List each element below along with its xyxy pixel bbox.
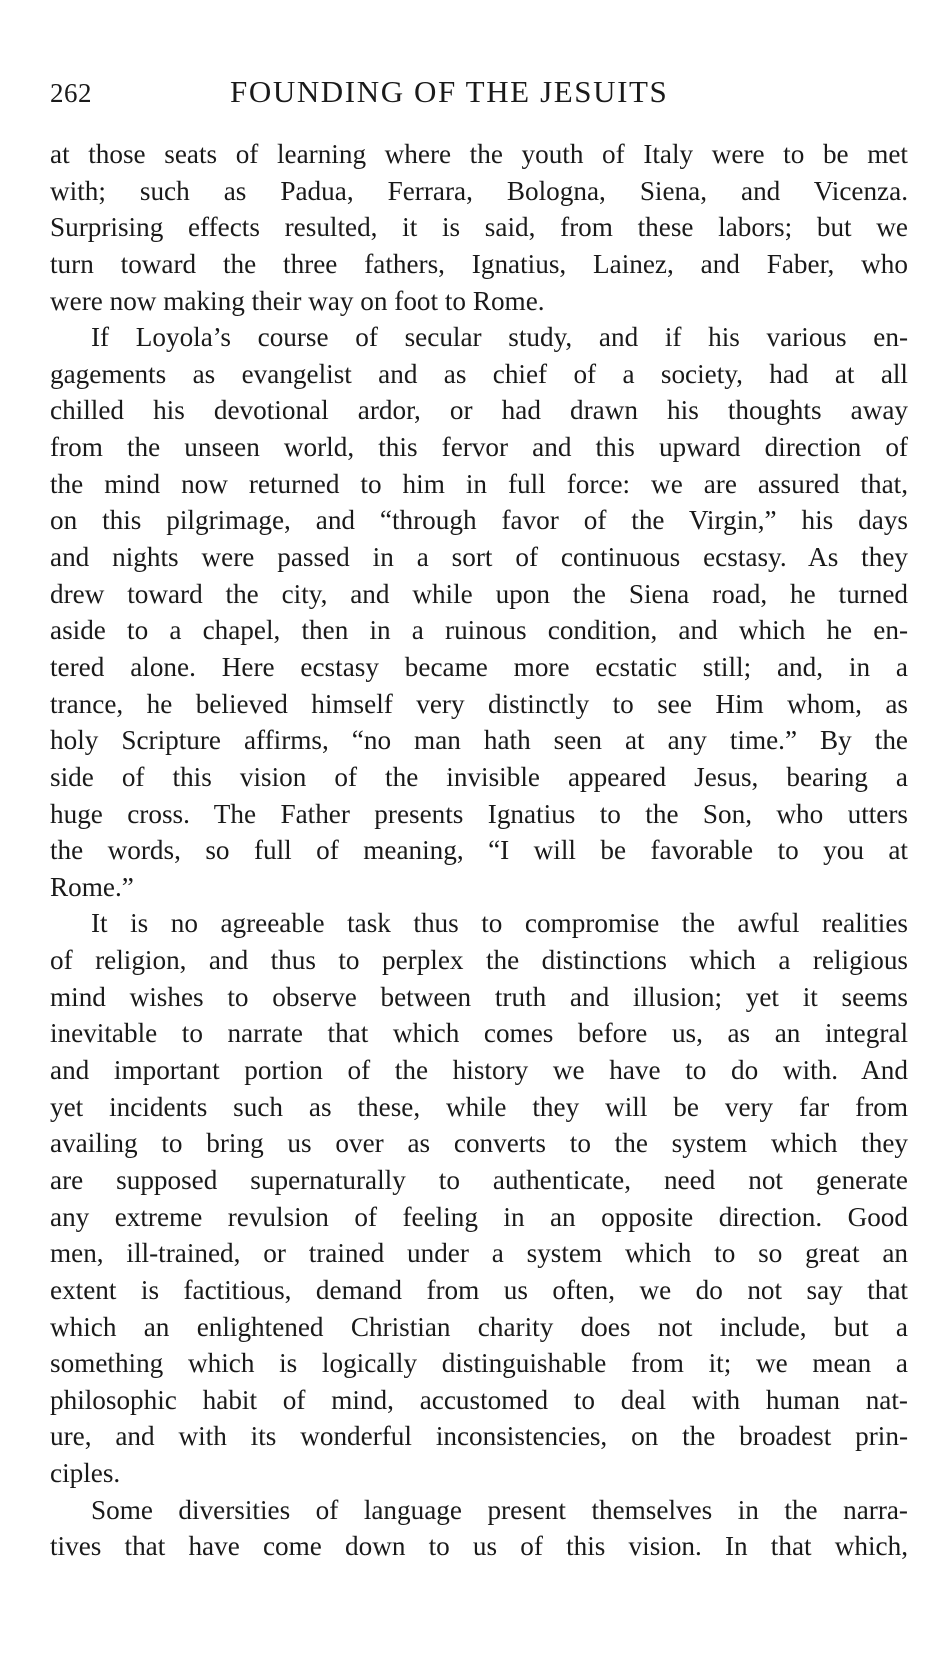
text-line: It is no agreeable task thus to compromise the awful realities	[91, 908, 908, 939]
text-line: at those seats of learning where the youth of Italy were to be met	[50, 139, 908, 169]
text-line: inevitable to narrate that which comes before us, as an integral	[50, 1018, 908, 1049]
text-line: ure, and with its wonderful inconsistencies, on the broadest prin-	[50, 1421, 908, 1452]
text-line: on this pilgrimage, and “through favor of the Virgin,” his days	[50, 505, 908, 536]
text-line: were now making their way on foot to Rome.	[50, 285, 545, 316]
text-line: tered alone. Here ecstasy became more ecstatic still; and, in a	[50, 651, 908, 682]
text-line: turn toward the three fathers, Ignatius, Lainez, and Faber, who	[50, 248, 908, 279]
text-line: yet incidents such as these, while they will be very far from	[50, 1091, 908, 1122]
text-line: tives that have come down to us of this vision. In that which,	[50, 1531, 908, 1562]
paragraph	[50, 905, 908, 1491]
text-line: Surprising effects resulted, it is said, from these labors; but we	[50, 212, 908, 243]
paragraph	[50, 319, 908, 905]
text-line: the words, so full of meaning, “I will be favorable to you at	[50, 835, 908, 866]
text-line: something which is logically distinguishable from it; we mean a	[50, 1348, 908, 1379]
text-line: and important portion of the history we have to do with. And	[50, 1055, 908, 1086]
text-line: men, ill-trained, or trained under a system which to so great an	[50, 1238, 908, 1269]
text-line: Some diversities of language present themselves in the narra-	[91, 1494, 908, 1525]
text-line: huge cross. The Father presents Ignatius to the Son, who utters	[50, 798, 908, 829]
paragraph	[50, 136, 908, 319]
running-head	[50, 70, 910, 120]
text-line: aside to a chapel, then in a ruinous condition, and which he en-	[50, 615, 908, 646]
body-text	[50, 136, 908, 1565]
text-line: trance, he believed himself very distinctly to see Him whom, as	[50, 688, 908, 719]
text-line: availing to bring us over as converts to the system which they	[50, 1128, 908, 1159]
text-line: Rome.”	[50, 871, 134, 902]
text-line: If Loyola’s course of secular study, and if his various en-	[91, 322, 908, 353]
text-line: side of this vision of the invisible appeared Jesus, bearing a	[50, 761, 908, 792]
text-line: mind wishes to observe between truth and illusion; yet it seems	[50, 981, 908, 1012]
text-line: chilled his devotional ardor, or had drawn his thoughts away	[50, 395, 908, 426]
text-line: which an enlightened Christian charity does not include, but a	[50, 1311, 908, 1342]
text-line: the mind now returned to him in full force: we are assured that,	[50, 468, 908, 499]
text-line: ciples.	[50, 1458, 121, 1489]
text-line: gagements as evangelist and as chief of a society, had at all	[50, 358, 908, 389]
text-line: any extreme revulsion of feeling in an opposite direction. Good	[50, 1201, 908, 1232]
text-line: philosophic habit of mind, accustomed to deal with human nat-	[50, 1384, 908, 1415]
page-number: 262	[50, 78, 92, 108]
text-line: are supposed supernaturally to authenticate, need not generate	[50, 1164, 908, 1195]
text-line: holy Scripture affirms, “no man hath seen at any time.” By the	[50, 725, 908, 756]
paragraph	[50, 1492, 908, 1565]
text-line: from the unseen world, this fervor and this upward direction of	[50, 432, 908, 463]
text-line: with; such as Padua, Ferrara, Bologna, Siena, and Vicenza.	[50, 175, 908, 206]
text-line: extent is factitious, demand from us often, we do not say that	[50, 1274, 908, 1305]
text-line: and nights were passed in a sort of continuous ecstasy. As they	[50, 542, 908, 573]
running-title: FOUNDING OF THE JESUITS	[230, 74, 669, 109]
text-line: drew toward the city, and while upon the Siena road, he turned	[50, 578, 908, 609]
text-line: of religion, and thus to perplex the distinctions which a religious	[50, 945, 908, 976]
